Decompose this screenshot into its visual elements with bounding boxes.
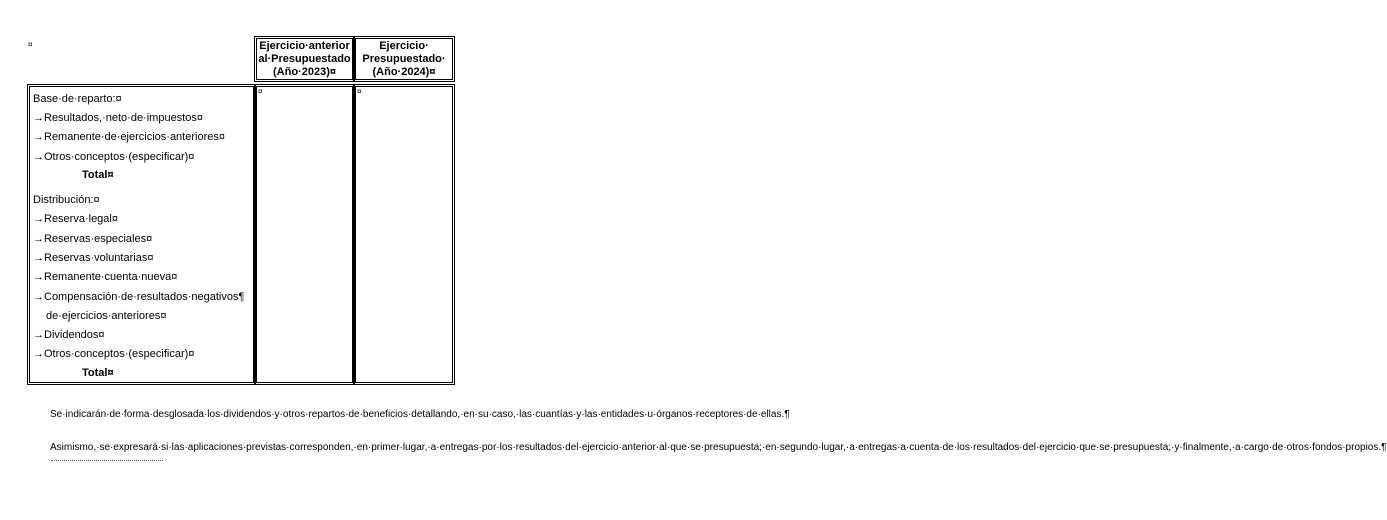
- row-label: →Otros·conceptos·(especificar)¤: [33, 348, 195, 360]
- row-label: →Reservas·voluntarias¤: [33, 252, 154, 264]
- note-paragraph-applications: [50, 442, 1387, 464]
- header-line: Ejercicio·: [379, 39, 429, 52]
- row-label: →Dividendos¤: [33, 329, 105, 341]
- note-paragraph-dividends: Se·indicarán·de·forma·desglosada·los·dividendos·y·otros·repartos·de·beneficios·detallando,·en·su·caso,·las·cuantías·y·las·entidades·u·órganos·receptores·de·ellas.¶: [50, 409, 790, 420]
- row-label: →Compensación·de·resultados·negativos¶: [33, 291, 245, 303]
- cell-mark: ¤: [258, 87, 263, 96]
- header-line: Presupuestado·: [362, 52, 446, 65]
- row-label: →Resultados,·neto·de·impuestos¤: [33, 112, 203, 124]
- row-label: de·ejercicios·anteriores¤: [46, 310, 167, 322]
- header-line: (Año·2024)¤: [372, 65, 436, 78]
- row-label: →Remanente·de·ejercicios·anteriores¤: [33, 131, 225, 143]
- row-total: Total¤: [82, 169, 114, 181]
- paragraph-mark: ¤: [28, 40, 33, 49]
- header-line: (Año·2023)¤: [273, 65, 336, 78]
- row-label: →Reserva·legal¤: [33, 213, 118, 225]
- row-label: Distribución:¤: [33, 194, 100, 206]
- dotted-leader: [51, 453, 163, 461]
- header-line: al·Presupuestado: [258, 52, 351, 65]
- previous-year-values-cell[interactable]: [254, 84, 355, 385]
- row-label: →Remanente·cuenta·nueva¤: [33, 271, 178, 283]
- cell-mark: ¤: [357, 87, 362, 96]
- row-label: Base·de·reparto:¤: [33, 93, 122, 105]
- header-line: Ejercicio·anterior: [259, 39, 350, 52]
- note-paragraph-text: Asimismo,·se·expresará·si·las·aplicaciones·previstas·corresponden,·en·primer·lugar,·a·entregas·por·los·resultados·del·ejercicio·anterior·al·que·se·presupuesta;·en·segundo·lugar,·a·entregas·a·cuenta·de·los·resultados·del·ejercicio·que·se·presupuesta;·y·finalmente,·a·cargo·de·otros·fondos·propios.¶: [50, 442, 1387, 453]
- budget-year-values-cell[interactable]: [353, 84, 455, 385]
- header-budget-year: [353, 36, 455, 82]
- row-label: →Otros·conceptos·(especificar)¤: [33, 151, 195, 163]
- row-total: Total¤: [82, 367, 114, 379]
- concept-column: [27, 84, 256, 385]
- row-label: →Reservas·especiales¤: [33, 233, 153, 245]
- header-previous-year: [254, 36, 355, 82]
